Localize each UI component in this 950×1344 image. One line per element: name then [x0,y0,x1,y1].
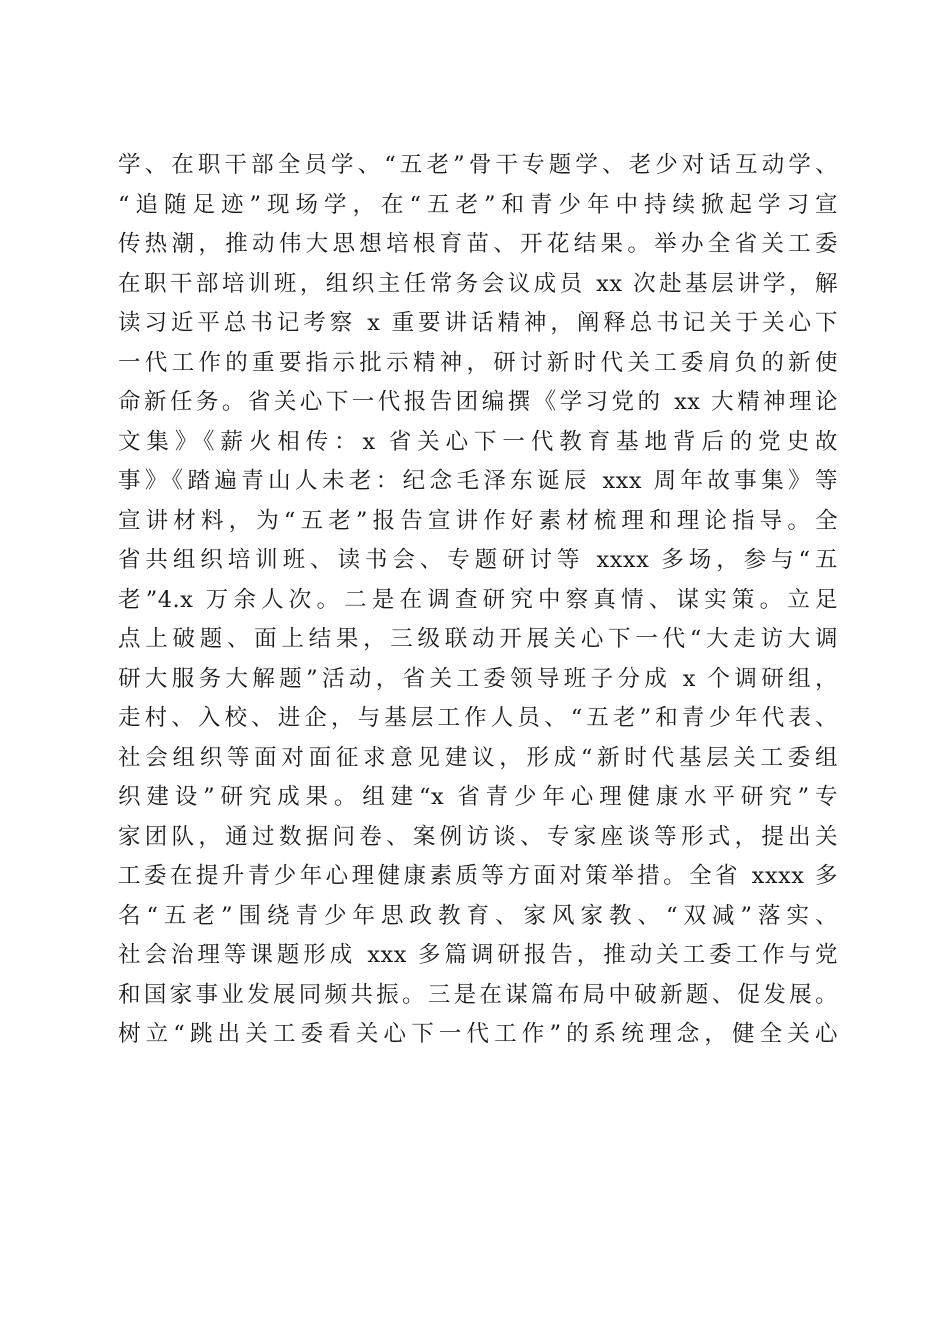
text-line: “追随足迹”现场学，在“五老”和青少年中持续掀起学习宣 [118,191,838,218]
text-line: 传热潮，推动伟大思想培根育苗、开花结果。举办全省关工委 [118,231,838,257]
text-line: 工委在提升青少年心理健康素质等方面对策举措。全省 xxxx 多 [118,863,838,889]
text-line: 树立“跳出关工委看关心下一代工作”的系统理念，健全关心 [118,1021,838,1047]
text-line: 社会治理等课题形成 xxx 多篇调研报告，推动关工委工作与党 [118,942,838,968]
text-line: 文集》《薪火相传：x 省关心下一代教育基地背后的党史故 [118,428,838,455]
body-text [118,146,838,1055]
text-line: 命新任务。省关心下一代报告团编撰《学习党的 xx 大精神理论 [118,389,838,415]
text-line: 社会组织等面对面征求意见建议，形成“新时代基层关工委组 [118,744,838,771]
text-line: 在职干部培训班，组织主任常务会议成员 xx 次赴基层讲学，解 [118,270,838,297]
text-line: 省共组织培训班、读书会、专题研讨等 xxxx 多场，参与“五 [118,547,838,573]
text-line: 宣讲材料，为“五老”报告宣讲作好素材梳理和理论指导。全 [118,507,838,534]
text-line: 学、在职干部全员学、“五老”骨干专题学、老少对话互动学、 [118,152,838,178]
text-line: 点上破题、面上结果，三级联动开展关心下一代“大走访大调 [118,626,838,652]
text-line: 名“五老”围绕青少年思政教育、家风家教、“双减”落实、 [118,902,838,929]
text-line: 研大服务大解题”活动，省关工委领导班子分成 x 个调研组， [118,665,838,692]
text-line: 家团队，通过数据问卷、案例访谈、专家座谈等形式，提出关 [118,823,838,850]
text-line: 事》《踏遍青山人未老：纪念毛泽东诞辰 xxx 周年故事集》等 [118,468,838,494]
text-line: 织建设”研究成果。组建“x 省青少年心理健康水平研究”专 [118,784,838,810]
text-line: 老”4.x 万余人次。二是在调查研究中察真情、谋实策。立足 [118,586,838,613]
text-line: 读习近平总书记考察 x 重要讲话精神，阐释总书记关于关心下 [118,310,838,336]
text-line: 走村、入校、进企，与基层工作人员、“五老”和青少年代表、 [118,705,838,731]
text-line: 和国家事业发展同频共振。三是在谋篇布局中破新题、促发展。 [118,981,838,1008]
text-line: 一代工作的重要指示批示精神，研讨新时代关工委肩负的新使 [118,349,838,376]
